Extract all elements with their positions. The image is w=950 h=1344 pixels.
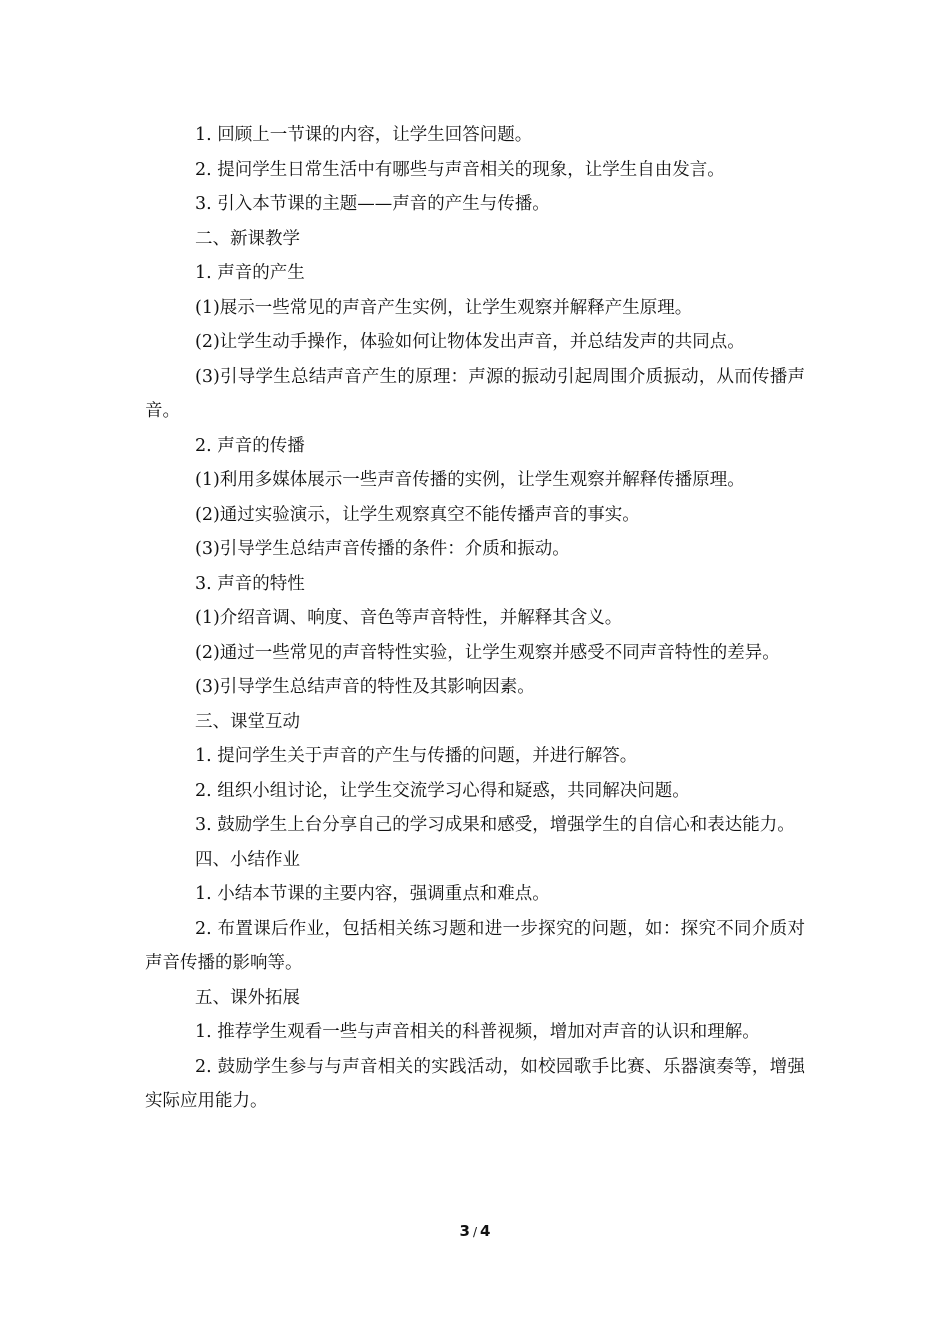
paragraph-extension-activities: 2. 鼓励学生参与与声音相关的实践活动，如校园歌手比赛、乐器演奏等，增强实际应用能力。: [145, 1056, 805, 1111]
paragraph-production-examples: (1)展示一些常见的声音产生实例，让学生观察并解释产生原理。: [195, 297, 693, 318]
total-pages-number: 4: [480, 1222, 491, 1240]
paragraph-production-principle: (3)引导学生总结声音产生的原理：声源的振动引起周围介质振动，从而传播声音。: [145, 366, 805, 421]
paragraph-summary-content: 1. 小结本节课的主要内容，强调重点和难点。: [195, 884, 550, 904]
subheading-sound-propagation: 2. 声音的传播: [195, 435, 305, 456]
current-page-number: 3: [459, 1222, 470, 1240]
paragraph-homework: 2. 布置课后作业，包括相关练习题和进一步探究的问题，如：探究不同介质对声音传播的影响等。: [145, 918, 805, 973]
paragraph-characteristics-experiment: (2)通过一些常见的声音特性实验，让学生观察并感受不同声音特性的差异。: [195, 642, 780, 663]
paragraph-propagation-vacuum: (2)通过实验演示，让学生观察真空不能传播声音的事实。: [195, 504, 640, 525]
paragraph-interaction-sharing: 3. 鼓励学生上台分享自己的学习成果和感受，增强学生的自信心和表达能力。: [195, 815, 795, 835]
paragraph-ask-phenomena: 2. 提问学生日常生活中有哪些与声音相关的现象，让学生自由发言。: [195, 159, 725, 180]
page-separator: /: [472, 1225, 478, 1239]
page-number-footer: [0, 1222, 950, 1240]
section-heading-interaction: 三、课堂互动: [195, 711, 300, 732]
paragraph-production-handson: (2)让学生动手操作，体验如何让物体发出声音，并总结发声的共同点。: [195, 332, 745, 352]
paragraph-interaction-questions: 1. 提问学生关于声音的产生与传播的问题，并进行解答。: [195, 746, 638, 766]
paragraph-interaction-discussion: 2. 组织小组讨论，让学生交流学习心得和疑惑，共同解决问题。: [195, 780, 690, 801]
section-heading-new-lesson: 二、新课教学: [195, 228, 300, 249]
paragraph-propagation-conditions: (3)引导学生总结声音传播的条件：介质和振动。: [195, 539, 570, 559]
paragraph-review-previous: 1. 回顾上一节课的内容，让学生回答问题。: [195, 125, 533, 145]
section-heading-extension: 五、课外拓展: [195, 987, 300, 1008]
paragraph-characteristics-summary: (3)引导学生总结声音的特性及其影响因素。: [195, 677, 535, 697]
subheading-sound-production: 1. 声音的产生: [195, 263, 305, 283]
paragraph-propagation-multimedia: (1)利用多媒体展示一些声音传播的实例，让学生观察并解释传播原理。: [195, 470, 745, 490]
document-body: [145, 118, 805, 1119]
section-heading-summary-homework: 四、小结作业: [195, 849, 300, 870]
paragraph-characteristics-intro: (1)介绍音调、响度、音色等声音特性，并解释其含义。: [195, 608, 623, 628]
subheading-sound-characteristics: 3. 声音的特性: [195, 573, 305, 594]
paragraph-introduce-topic: 3. 引入本节课的主题——声音的产生与传播。: [195, 194, 550, 214]
paragraph-extension-videos: 1. 推荐学生观看一些与声音相关的科普视频，增加对声音的认识和理解。: [195, 1022, 760, 1042]
